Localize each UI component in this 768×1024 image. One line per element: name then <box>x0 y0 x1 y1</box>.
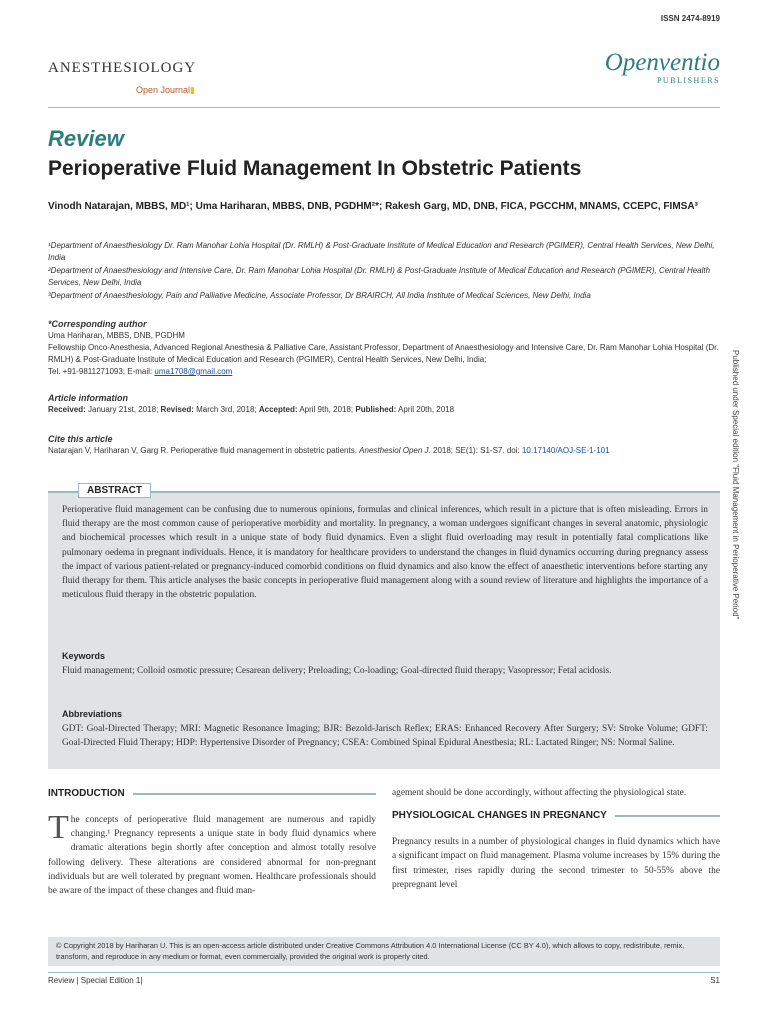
cite-text: Natarajan V, Hariharan V, Garg R. Perioperative fluid management in obstetric patients. Anesthesiol Open J. 2018; SE(1): S1-S7. doi: 10.17140/AOJ-SE-1-101 <box>48 446 610 455</box>
article-information <box>48 392 720 416</box>
article-title: Perioperative Fluid Management In Obstetric Patients <box>48 157 582 180</box>
corresponding-name: Uma Hariharan, MBBS, DNB, PGDHM <box>48 331 185 340</box>
continuation-text: agement should be done accordingly, without affecting the physiological state. <box>392 788 687 798</box>
header-divider <box>48 107 720 108</box>
right-column <box>392 786 720 892</box>
introduction-text: The concepts of perioperative fluid management are numerous and rapidly changing.¹ Pregnancy represents a unique state in body fluid dynamics where dramatic alterations begin shortly after conception and almost totally resolve following delivery. These alterations are considered abnormal for non-pregnant individuals but are well tolerated by pregnant women. Healthcare professionals should be aware of the impact of these changes and fluid man- <box>48 809 376 897</box>
sidebar-text: Published under Special edition "Fluid Management in Perioperative Period" <box>731 350 740 620</box>
keywords-head: Keywords <box>62 651 106 661</box>
corresponding-author <box>48 318 720 378</box>
abstract-text: Perioperative fluid management can be confusing due to numerous opinions, formulas and clinical inferences, which result in a picture that is often misleading. Errors in fluid therapy are the most common cause of perioperative morbidity and mortality. In pregnancy, a woman undergoes significant changes in several anatomic, physiologic and biochemical processes which result in a unique state of body fluid dynamics. Even a slight fluid overloading may result in potentially fatal complications like pulmonary oedema in pregnant individuals. Hence, it is mandatory for healthcare providers to understand the changes in fluid dynamics occurring during pregnancy assess the impact of various patient-related or pregnancy-induced comorbid conditions on fluid dynamics and also know the effect of anaesthetic interventions before starting any fluid therapy for them. This article analyses the basic concepts in perioperative fluid management along with a sound review of literature and highlights the importance of a meticulous fluid therapy in the obstetric population. <box>62 505 708 601</box>
email-link[interactable]: uma1708@gmail.com <box>154 367 233 376</box>
author-list: Vinodh Natarajan, MBBS, MD¹; Uma Hariharan, MBBS, DNB, PGDHM²*; Rakesh Garg, MD, DNB, FICA, PGCCHM, MNAMS, CCEPC, FIMSA³ <box>48 201 698 212</box>
publisher-tag: PUBLISHERS <box>656 76 720 85</box>
keywords-text: Fluid management; Colloid osmotic pressure; Cesarean delivery; Preloading; Co-loading; Goal-directed fluid therapy; Vasopressor; Fetal acidosis. <box>62 666 612 676</box>
special-edition-sidebar <box>733 350 747 680</box>
journal-name: ANESTHESIOLOGY <box>48 60 197 76</box>
license-text: © Copyright 2018 by Hariharan U. This is an open-access article distributed under Creative Commons Attribution 4.0 International License (CC BY 4.0), which allows to copy, redistribute, remix, transform, and reproduce in any medium or format, even commercially, provided the original work is properly cited. <box>56 941 685 961</box>
footer-divider <box>48 972 720 973</box>
dropcap: T <box>48 809 69 846</box>
publisher-name: Openventio <box>604 49 720 76</box>
introduction-rule <box>133 793 376 795</box>
footer-edition: Review | Special Edition 1| <box>48 976 143 985</box>
affiliation-2: ²Department of Anaesthesiology and Intensive Care, Dr. Ram Manohar Lohia Hospital (Dr. RMLH) & Post-Graduate Institute of Medical Education and Research (PGIMER), Central Health Services, New Delhi, India <box>48 266 711 287</box>
page-number: S1 <box>710 976 720 985</box>
corresponding-contact: Tel. +91-9811271093; E-mail: uma1708@gmail.com <box>48 367 233 376</box>
corresponding-detail: Fellowship Onco-Anesthesia, Advanced Regional Anesthesia & Palliative Care, Assistant Professor, Department of Anaesthesiology and Intensive Care, Dr. Ram Manohar Lohia Hospital (Dr. RMLH) & Post-Graduate Institute of Medical Education and Research (PGIMER), Central Health Services, New Delhi, India; <box>48 343 719 364</box>
dates-line: Received: January 21st, 2018; Revised: March 3rd, 2018; Accepted: April 9th, 2018; Published: April 20th, 2018 <box>48 405 455 414</box>
issn-number: ISSN 2474-8919 <box>660 14 720 23</box>
physiological-rule <box>615 815 720 817</box>
article-type: Review <box>48 126 124 151</box>
cite-this-article <box>48 433 720 457</box>
cite-head: Cite this article <box>48 434 113 444</box>
publisher-logo <box>605 50 720 85</box>
affiliation-3: ³Department of Anaesthesiology, Pain and Palliative Medicine, Associate Professor, Dr BRAIRCH, All India Institute of Medical Sciences, New Delhi, India <box>48 291 591 300</box>
abstract-label: ABSTRACT <box>78 483 151 498</box>
abbreviations-text: GDT: Goal-Directed Therapy; MRI: Magnetic Resonance Imaging; BJR: Bezold-Jarisch Reflex; ERAS: Enhanced Recovery After Surgery; SV: Stroke Volume; GDFT: Goal-Directed Fluid Therapy; HDP: Hypertensive Disorder of Pregnancy; CSEA: Combined Spinal Epidural Anesthesia; RL: Lactated Ringer; NS: Normal Saline. <box>62 724 708 749</box>
info-head: Article information <box>48 393 129 403</box>
doi-link[interactable]: 10.17140/AOJ-SE-1-101 <box>521 446 610 455</box>
journal-subtitle: Open Journal▮ <box>136 85 195 95</box>
abbreviations-head: Abbreviations <box>62 709 123 719</box>
open-journal-mark-icon: ▮ <box>190 85 195 95</box>
physiological-head: PHYSIOLOGICAL CHANGES IN PREGNANCY <box>392 810 607 822</box>
introduction-section <box>48 788 376 898</box>
affiliation-1: ¹Department of Anaesthesiology Dr. Ram Manohar Lohia Hospital (Dr. RMLH) & Post-Graduate Institute of Medical Education and Research (PGIMER), Central Health Services, New Delhi, India <box>48 241 715 262</box>
physiological-text: Pregnancy results in a number of physiological changes in fluid dynamics which have a significant impact on fluid management. Plasma volume increases by 15% during the first trimester, rises rapidly during the second trimester to 50-55% above the prepregnant level <box>392 837 720 890</box>
corresponding-head: *Corresponding author <box>48 319 147 329</box>
introduction-head: INTRODUCTION <box>48 788 125 799</box>
